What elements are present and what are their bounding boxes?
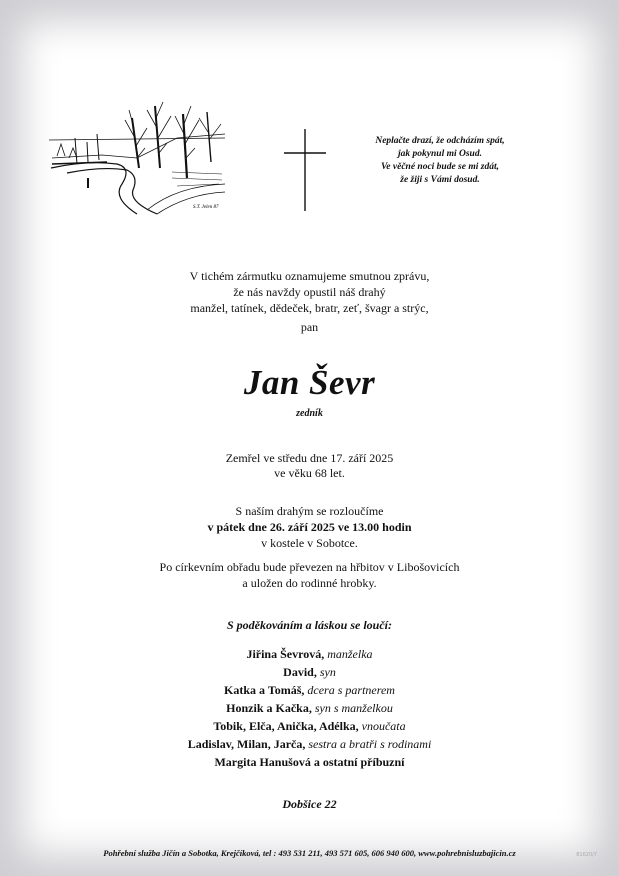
funeral-service-footer: Pohřební služba Jičín a Sobotka, Krejčíková, tel : 493 531 211, 493 571 605, 606 940 600, www.pohrebnisluzbajicin.cz — [103, 848, 516, 858]
intro-line: V tichém zármutku oznamujeme smutnou zprávu, — [189, 269, 430, 283]
mourner-name: Ladislav, Milan, Jarča, — [187, 737, 306, 751]
verse-line: Neplačte drazí, že odcházím spát, — [375, 136, 505, 146]
mourner-relation: manželka — [327, 647, 373, 661]
deceased-name: Jan Ševr — [243, 363, 376, 402]
mourner-name: Margita Hanušová a ostatní příbuzní — [214, 755, 405, 769]
print-code: 81620/7 — [576, 852, 597, 858]
mourner-relation: sestra a bratři s rodinami — [308, 737, 432, 751]
landscape-illustration — [47, 98, 227, 216]
mourner-name: Tobik, Elča, Anička, Adélka, — [213, 719, 359, 733]
death-age: ve věku 68 let. — [274, 466, 345, 480]
deceased-occupation: zedník — [296, 408, 323, 419]
mourner-name: Honzik a Kačka, — [226, 701, 312, 715]
mourner-relation: dcera s partnerem — [307, 683, 395, 697]
mourner-name: David, — [283, 665, 317, 679]
verse-line: Ve věčné noci bude se mi zdát, — [381, 162, 499, 172]
mourner-row — [0, 645, 619, 663]
mourner-row — [0, 735, 619, 753]
mourner-name: Jiřina Ševrová, — [246, 647, 325, 661]
mourner-row — [0, 717, 619, 735]
burial-line: a uložen do rodinné hrobky. — [242, 576, 377, 590]
farewell-datetime: v pátek dne 26. září 2025 ve 13.00 hodin — [207, 520, 412, 534]
mourner-row — [0, 699, 619, 717]
verse-line: že žiji s Vámi dosud. — [400, 175, 480, 185]
mourner-row — [0, 663, 619, 681]
mourner-relation: syn s manželkou — [314, 701, 393, 715]
verse-line: jak pokynul mi Osud. — [398, 149, 482, 159]
farewell-info — [0, 503, 619, 551]
farewell-line: S naším drahým se rozloučíme — [235, 504, 384, 518]
mourners-list — [0, 645, 619, 771]
intro-line: manžel, tatínek, dědeček, bratr, zeť, švagr a strýc, — [190, 301, 429, 315]
thanks-heading: S poděkováním a láskou se loučí: — [226, 618, 392, 632]
mourner-row — [0, 753, 619, 771]
death-info — [0, 451, 619, 481]
mourner-name: Katka a Tomáš, — [224, 683, 305, 697]
announcement-intro — [0, 268, 619, 316]
poem-verse — [360, 135, 520, 187]
cross-icon — [283, 127, 327, 213]
farewell-location: v kostele v Sobotce. — [261, 536, 358, 550]
illustration-signature: S.T. Jelen 87 — [193, 205, 219, 210]
mourner-relation: vnoučata — [361, 719, 406, 733]
burial-info — [0, 559, 619, 591]
intro-line: že nás navždy opustil náš drahý — [233, 285, 386, 299]
burial-line: Po církevním obřadu bude převezen na hřbitov v Libošovicích — [159, 560, 460, 574]
mourner-relation: syn — [319, 665, 336, 679]
honorific: pan — [300, 320, 319, 334]
address-place: Dobšice 22 — [282, 797, 337, 811]
mourner-row — [0, 681, 619, 699]
death-date: Zemřel ve středu dne 17. září 2025 — [225, 451, 394, 465]
